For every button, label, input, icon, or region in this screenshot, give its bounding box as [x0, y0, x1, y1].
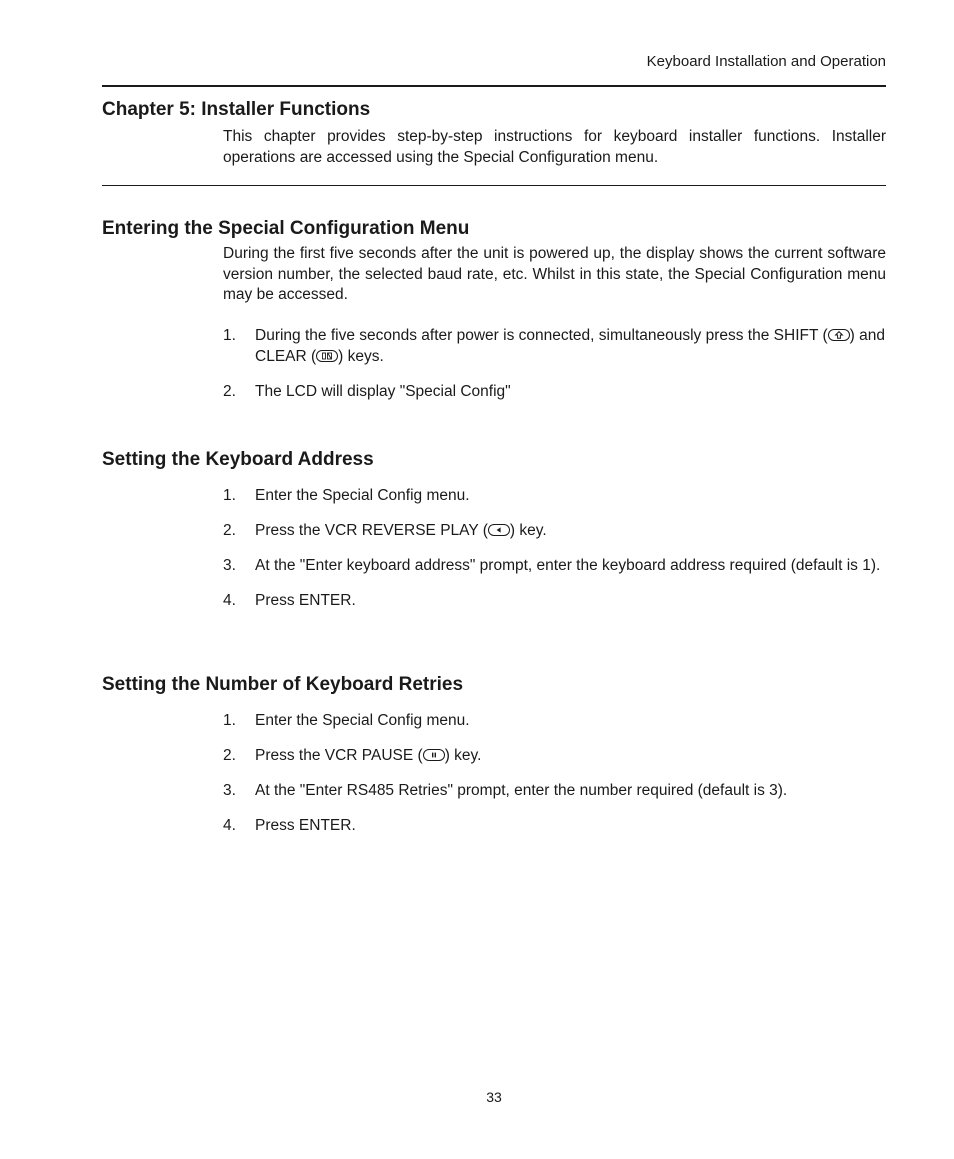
step-number: 1.: [223, 487, 236, 504]
special-config-steps: [223, 325, 886, 416]
step-number: 2.: [223, 522, 236, 539]
section-divider: [102, 185, 886, 186]
step-text: At the "Enter RS485 Retries" prompt, enter the number required (default is 3).: [255, 782, 788, 799]
step-number: 3.: [223, 782, 236, 799]
keyboard-retries-steps: [223, 710, 886, 850]
pause-key-icon: [423, 749, 445, 761]
step-text: Press ENTER.: [255, 817, 356, 834]
special-config-paragraph: During the first five seconds after the unit is powered up, the display shows the current software version number, the selected baud rate, etc. Whilst in this state, the Special Configuration menu may be accessed.: [223, 245, 886, 303]
clear-key-icon: [316, 350, 338, 362]
list-item: [223, 555, 886, 576]
list-item: [223, 815, 886, 836]
chapter-intro: This chapter provides step-by-step instructions for keyboard installer functions. Installer operations are accessed using the Special Configuration menu.: [223, 128, 886, 166]
step-number: 1.: [223, 712, 236, 729]
step-number: 4.: [223, 817, 236, 834]
list-item: [223, 381, 886, 402]
keyboard-address-steps: [223, 485, 886, 625]
shift-key-icon: [828, 329, 850, 341]
reverse-play-key-icon: [488, 524, 510, 536]
list-item: [223, 590, 886, 611]
step-text: At the "Enter keyboard address" prompt, enter the keyboard address required (default is 1).: [255, 557, 881, 574]
list-item: [223, 710, 886, 731]
step-text: During the five seconds after power is connected, simultaneously press the SHIFT ( ) and CLEAR ( ) keys.: [255, 327, 885, 365]
step-number: 4.: [223, 592, 236, 609]
step-text: Press the VCR REVERSE PLAY ( ) key.: [255, 522, 547, 539]
step-number: 1.: [223, 327, 236, 344]
step-text: Press the VCR PAUSE ( ) key.: [255, 747, 482, 764]
list-item: [223, 520, 886, 541]
list-item: [223, 745, 886, 766]
running-header: Keyboard Installation and Operation: [646, 53, 886, 70]
step-text: Press ENTER.: [255, 592, 356, 609]
step-text: Enter the Special Config menu.: [255, 487, 470, 504]
list-item: [223, 485, 886, 506]
section-heading-keyboard-address: Setting the Keyboard Address: [102, 449, 374, 470]
step-text: Enter the Special Config menu.: [255, 712, 470, 729]
step-number: 3.: [223, 557, 236, 574]
section-heading-keyboard-retries: Setting the Number of Keyboard Retries: [102, 674, 464, 695]
step-text: The LCD will display "Special Config": [255, 383, 511, 400]
step-number: 2.: [223, 383, 236, 400]
header-rule: [102, 85, 886, 87]
section-heading-special-config: Entering the Special Configuration Menu: [102, 218, 470, 239]
step-number: 2.: [223, 747, 236, 764]
chapter-title: Chapter 5: Installer Functions: [102, 99, 371, 120]
list-item: [223, 325, 886, 367]
list-item: [223, 780, 886, 801]
page-number: 33: [486, 1089, 502, 1105]
